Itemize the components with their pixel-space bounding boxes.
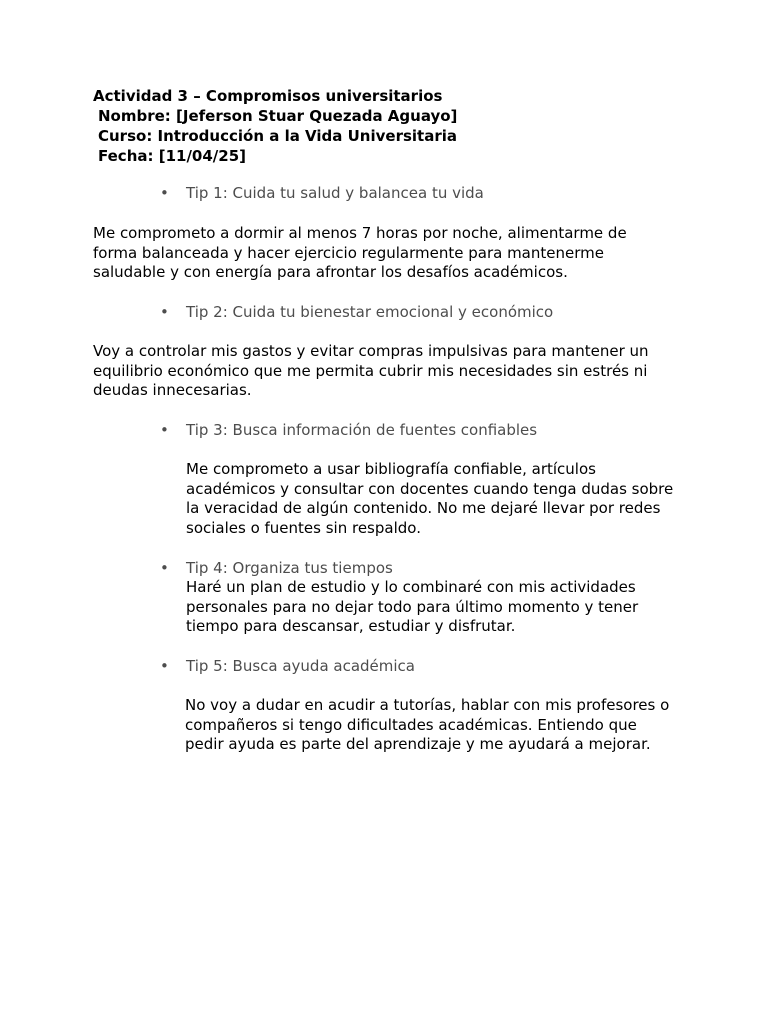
bullet-icon: • <box>160 559 169 577</box>
commitment-paragraph-3: Me comprometo a usar bibliografía confiable, artículos académicos y consultar con docentes cuando tenga dudas sobre la veracidad de algún contenido. No me dejaré llevar por redes sociales o fuentes sin respaldo. <box>186 460 674 537</box>
tip-heading: Tip 3: Busca información de fuentes confiables <box>186 421 538 439</box>
tip-item-1 <box>160 183 720 203</box>
activity-title: Actividad 3 – Compromisos universitarios <box>93 87 443 105</box>
commitment-paragraph-5: No voy a dudar en acudir a tutorías, hablar con mis profesores o compañeros si tengo dificultades académicas. Entiendo que pedir ayuda es parte del aprendizaje y me ayudará a mejorar. <box>185 696 670 753</box>
tip-heading: Tip 5: Busca ayuda académica <box>186 657 415 675</box>
course-name: Curso: Introducción a la Vida Universitaria <box>98 127 457 145</box>
tip-heading: Tip 2: Cuida tu bienestar emocional y económico <box>186 303 554 321</box>
document-date: Fecha: [11/04/25] <box>98 147 247 165</box>
bullet-icon: • <box>160 421 169 439</box>
tip-item-5 <box>160 656 720 676</box>
tip-item-3 <box>160 420 720 440</box>
bullet-icon: • <box>160 184 169 202</box>
bullet-icon: • <box>160 657 169 675</box>
document-header <box>93 86 713 166</box>
commitment-paragraph-4: Haré un plan de estudio y lo combinaré con mis actividades personales para no dejar todo para último momento y tener tiempo para descansar, estudiar y disfrutar. <box>186 578 639 635</box>
student-name: Nombre: [Jeferson Stuar Quezada Aguayo] <box>98 107 458 125</box>
bullet-icon: • <box>160 303 169 321</box>
tip-heading: Tip 1: Cuida tu salud y balancea tu vida <box>186 184 484 202</box>
tip-item-2 <box>160 302 720 322</box>
commitment-paragraph-1: Me comprometo a dormir al menos 7 horas por noche, alimentarme de forma balanceada y hacer ejercicio regularmente para mantenerme saludable y con energía para afrontar los desafíos académicos. <box>93 224 627 281</box>
tip-item-4 <box>160 558 720 578</box>
commitment-paragraph-2: Voy a controlar mis gastos y evitar compras impulsivas para mantener un equilibrio económico que me permita cubrir mis necesidades sin estrés ni deudas innecesarias. <box>93 342 649 399</box>
tip-heading: Tip 4: Organiza tus tiempos <box>186 559 393 577</box>
